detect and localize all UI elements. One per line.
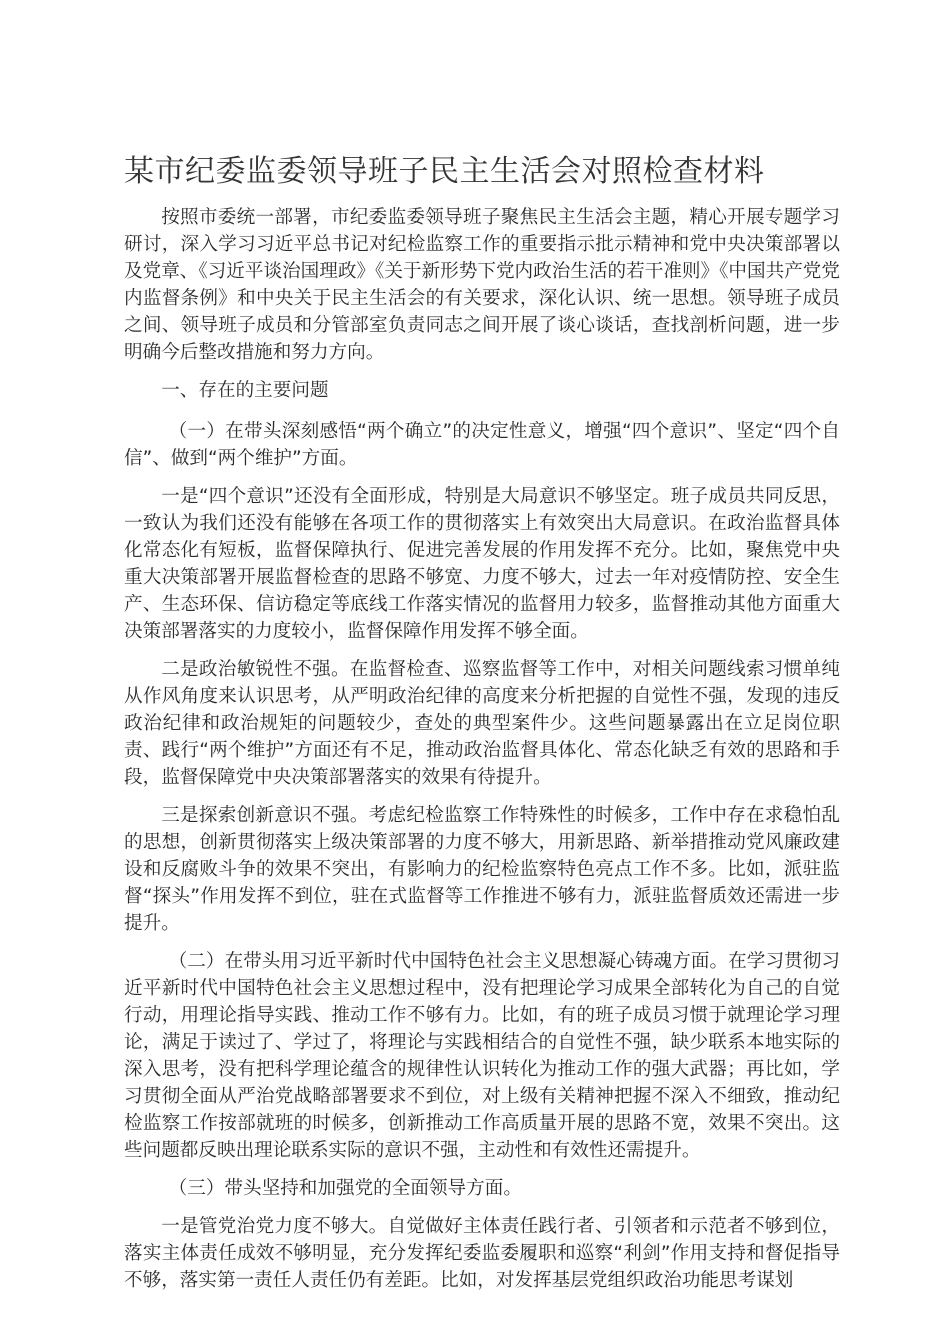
- subsection-paragraph-2: （二）在带头用习近平新时代中国特色社会主义思想凝心铸魂方面。在学习贯彻习近平新时代中国特色社会主义思想过程中，没有把理论学习成果全部转化为自己的自觉行动，用理论指导实践、推动工作不够有力。比如，有的班子成员习惯于就理论学习理论，满足于读过了、学过了，将理论与实践相结合的自觉性不强，缺少联系本地实际的深入思考，没有把科学理论蕴含的规律性认识转化为推动工作的强大武器；再比如，学习贯彻全面从严治党战略部署要求不到位，对上级有关精神把握不深入不细致，推动纪检监察工作按部就班的时候多，创新推动工作高质量开展的思路不宽，效果不突出。这些问题都反映出理论联系实际的意识不强，主动性和有效性还需提升。: [124, 951, 840, 1161]
- paragraph-point-4: 一是管党治党力度不够大。自觉做好主体责任践行者、引领者和示范者不够到位，落实主体责任成效不够明显，充分发挥纪委监委履职和巡察“利剑”作用支持和督促指导不够，落实第一责任人责任仍有差距。比如，对发挥基层党组织政治功能思考谋划: [124, 1216, 840, 1291]
- intro-paragraph: 按照市委统一部署，市纪委监委领导班子聚焦民主生活会主题，精心开展专题学习研讨，深入学习习近平总书记对纪检监察工作的重要指示批示精神和党中央决策部署以及党章、《习近平谈治国理政》《关于新形势下党内政治生活的若干准则》《中国共产党党内监督条例》和中央关于民主生活会的有关要求，深化认识、统一思想。领导班子成员之间、领导班子成员和分管部室负责同志之间开展了谈心谈话，查找剖析问题，进一步明确今后整改措施和努力方向。: [124, 207, 840, 363]
- paragraph-point-1: 一是“四个意识”还没有全面形成，特别是大局意识不够坚定。班子成员共同反思，一致认为我们还没有能够在各项工作的贯彻落实上有效突出大局意识。在政治监督具体化常态化有短板，监督保障执行、促进完善发展的作用发挥不充分。比如，聚焦党中央重大决策部署开展监督检查的思路不够宽、力度不够大，过去一年对疫情防控、安全生产、生态环保、信访稳定等底线工作落实情况的监督用力较多，监督推动其他方面重大决策部署落实的力度较小，监督保障作用发挥不够全面。: [124, 486, 840, 642]
- section-heading-problems: 一、存在的主要问题: [161, 380, 329, 401]
- paragraph-point-3: 三是探索创新意识不强。考虑纪检监察工作特殊性的时候多，工作中存在求稳怕乱的思想，创新贯彻落实上级决策部署的力度不够大，用新思路、新举措推动党风廉政建设和反腐败斗争的效果不突出，有影响力的纪检监察特色亮点工作不多。比如，派驻监督“探头”作用发挥不到位，驻在式监督等工作推进不够有力，派驻监督质效还需进一步提升。: [124, 805, 840, 934]
- subsection-heading-3: （三）带头坚持和加强党的全面领导方面。: [168, 1178, 522, 1199]
- document-body: [124, 204, 840, 1305]
- subsection-heading-1: （一）在带头深刻感悟“两个确立”的决定性意义，增强“四个意识”、坚定“四个自信”、做到“两个维护”方面。: [124, 421, 840, 469]
- document-title: 某市纪委监委领导班子民主生活会对照检查材料: [124, 154, 765, 189]
- paragraph-point-2: 二是政治敏锐性不强。在监督检查、巡察监督等工作中，对相关问题线索习惯单纯从作风角度来认识思考，从严明政治纪律的高度来分析把握的自觉性不强，发现的违反政治纪律和政治规矩的问题较少，查处的典型案件少。这些问题暴露出在立足岗位职责、践行“两个维护”方面还有不足，推动政治监督具体化、常态化缺乏有效的思路和手段，监督保障党中央决策部署落实的效果有待提升。: [124, 659, 840, 788]
